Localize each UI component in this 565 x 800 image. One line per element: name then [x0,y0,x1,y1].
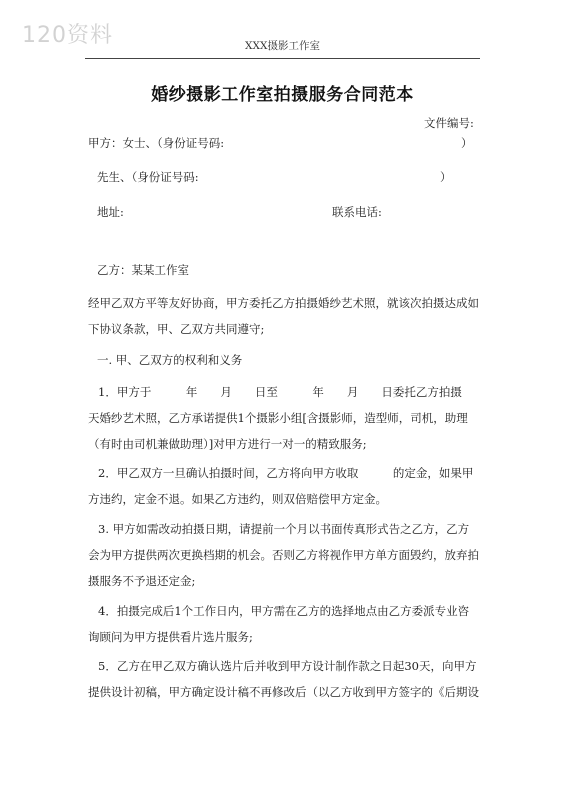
phone-label: 联系电话: [332,205,382,219]
document-title: 婚纱摄影工作室拍摄服务合同范本 [151,85,414,105]
clause-5: 5．乙方在甲乙双方确认选片后并收到甲方设计制作款之日起30天，向甲方提供设计初稿，甲方确定设计稿不再修改后（以乙方收到甲方签字的《后期设 [88,659,479,699]
party-a-line2-close: ） [440,170,452,184]
watermark-text: 120资料 [22,23,113,48]
address-label: 地址: [97,205,124,219]
party-a-line1-close: ） [461,136,473,150]
section-1-title: 一. 甲、乙双方的权利和义务 [97,353,243,367]
party-a-line1: 甲方：女士、（身份证号码: [88,136,225,150]
party-a-line2: 先生、（身份证号码: [97,170,199,184]
intro-paragraph: 经甲乙双方平等友好协商，甲方委托乙方拍摄婚纱艺术照，就该次拍摄达成如下协议条款，甲、乙双方共同遵守; [88,296,479,336]
page-header: XXX摄影工作室 [85,38,480,59]
clause-4: 4．拍摄完成后1个工作日内，甲方需在乙方的选择地点由乙方委派专业咨询顾问为甲方提供看片选片服务; [88,604,470,644]
doc-number-label: 文件编号: [424,116,474,130]
clause-3: 3. 甲方如需改动拍摄日期，请提前一个月以书面传真形式告之乙方，乙方会为甲方提供两次更换档期的机会。否则乙方将视作甲方单方面毁约，放弃拍摄服务不予退还定金; [88,522,479,588]
clause-1: 1．甲方于 年 月 日至 年 月 日委托乙方拍摄 天婚纱艺术照，乙方承诺提供1个摄影小组[含摄影师，造型师，司机，助理（有时由司机兼做助理）]对甲方进行一对一的精致服务; [88,385,485,451]
clause-2: 2．甲乙双方一旦确认拍摄时间，乙方将向甲方收取 的定金，如果甲方违约，定金不退。如果乙方违约，则双倍赔偿甲方定金。 [88,466,474,506]
party-b: 乙方：某某工作室 [97,263,189,277]
